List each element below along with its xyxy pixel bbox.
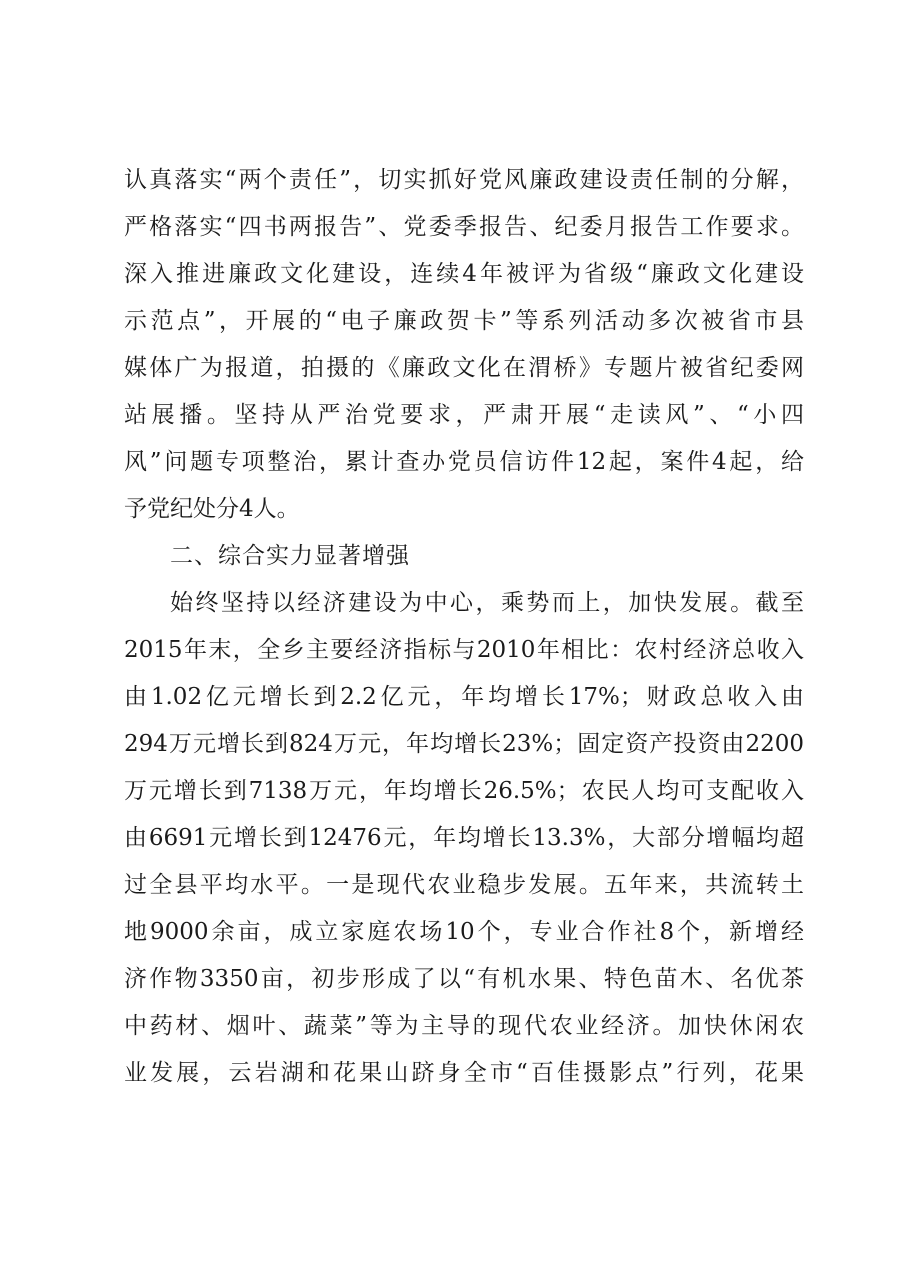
text-line: 业发展，云岩湖和花果山跻身全市“百佳摄影点”行列，花果 [124,1060,804,1086]
text-line: 294万元增长到824万元，年均增长23%；固定资产投资由2200 [124,731,804,757]
text-line: 严格落实“四书两报告”、党委季报告、纪委月报告工作要求。 [124,214,804,240]
text-line: 2015年末，全乡主要经济指标与2010年相比：农村经济总收入 [124,637,804,663]
text-line: 风”问题专项整治，累计查办党员信访件12起，案件4起，给 [124,449,804,475]
text-line: 予党纪处分4人。 [124,496,300,522]
text-line: 济作物3350亩，初步形成了以“有机水果、特色苗木、名优茶 [124,966,804,992]
text-line: 认真落实“两个责任”，切实抓好党风廉政建设责任制的分解， [124,167,804,193]
text-line: 由6691元增长到12476元，年均增长13.3%，大部分增幅均超 [124,825,804,851]
section-heading: 二、综合实力显著增强 [170,543,410,569]
text-line: 万元增长到7138万元，年均增长26.5%；农民人均可支配收入 [124,778,804,804]
text-line: 媒体广为报道，拍摄的《廉政文化在渭桥》专题片被省纪委网 [124,355,804,381]
text-line: 始终坚持以经济建设为中心，乘势而上，加快发展。截至 [170,590,804,616]
text-line: 地9000余亩，成立家庭农场10个，专业合作社8个，新增经 [124,919,804,945]
text-line: 站展播。坚持从严治党要求，严肃开展“走读风”、“小四 [124,402,804,428]
text-line: 示范点”，开展的“电子廉政贺卡”等系列活动多次被省市县 [124,308,804,334]
text-line: 中药材、烟叶、蔬菜”等为主导的现代农业经济。加快休闲农 [124,1013,804,1039]
text-line: 过全县平均水平。一是现代农业稳步发展。五年来，共流转土 [124,872,804,898]
text-line: 深入推进廉政文化建设，连续4年被评为省级“廉政文化建设 [124,261,804,287]
text-line: 由1.02亿元增长到2.2亿元，年均增长17%；财政总收入由 [124,684,804,710]
